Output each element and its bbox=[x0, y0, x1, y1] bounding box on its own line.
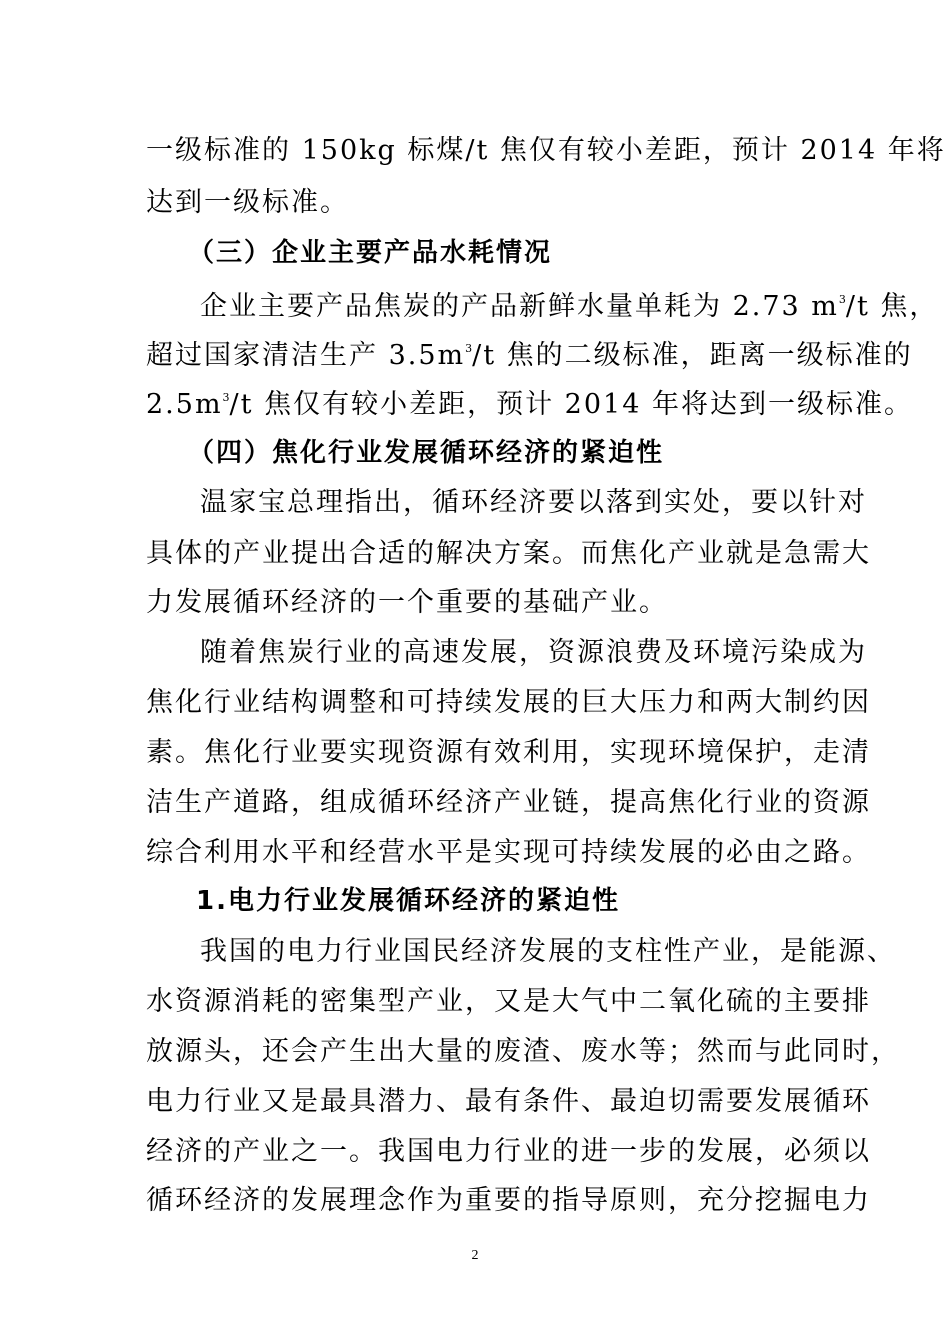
body-line: 我国的电力行业国民经济发展的支柱性产业，是能源、 bbox=[200, 936, 896, 967]
body-line: 超过国家清洁生产 $3.5m^3/t$ 焦的二级标准，距离一级标准的 bbox=[146, 340, 913, 371]
body-line: 经济的产业之一。我国电力行业的进一步的发展，必须以 bbox=[146, 1136, 871, 1167]
body-line: 随着焦炭行业的高速发展，资源浪费及环境污染成为 bbox=[200, 637, 867, 668]
body-line: 力发展循环经济的一个重要的基础产业。 bbox=[146, 587, 668, 618]
body-line: 电力行业又是最具潜力、最有条件、最迫切需要发展循环 bbox=[146, 1086, 871, 1117]
body-line: 企业主要产品焦炭的产品新鲜水量单耗为 2.73 $m^3/t$ 焦， bbox=[200, 291, 939, 322]
section-heading: （三）企业主要产品水耗情况 bbox=[188, 238, 553, 268]
body-line: 洁生产道路，组成循环经济产业链，提高焦化行业的资源 bbox=[146, 787, 871, 818]
body-line: 焦化行业结构调整和可持续发展的巨大压力和两大制约因 bbox=[146, 687, 871, 718]
body-line: 放源头，还会产生出大量的废渣、废水等；然而与此同时， bbox=[146, 1036, 900, 1067]
subsection-heading: 1.电力行业发展循环经济的紧迫性 bbox=[196, 886, 620, 916]
body-line: 温家宝总理指出，循环经济要以落到实处，要以针对 bbox=[200, 487, 867, 518]
body-line: 一级标准的 150kg 标煤/t 焦仅有较小差距，预计 2014 年将 bbox=[146, 135, 946, 166]
body-line: 具体的产业提出合适的解决方案。而焦化产业就是急需大 bbox=[146, 538, 871, 569]
body-line: 水资源消耗的密集型产业，又是大气中二氧化硫的主要排 bbox=[146, 986, 871, 1017]
body-line: 综合利用水平和经营水平是实现可持续发展的必由之路。 bbox=[146, 837, 871, 868]
body-line: 循环经济的发展理念作为重要的指导原则，充分挖掘电力 bbox=[146, 1185, 871, 1216]
section-heading: （四）焦化行业发展循环经济的紧迫性 bbox=[188, 438, 665, 468]
body-line: 达到一级标准。 bbox=[146, 187, 349, 218]
body-line: 素。焦化行业要实现资源有效利用，实现环境保护，走清 bbox=[146, 737, 871, 768]
page-number: 2 bbox=[471, 1248, 479, 1263]
body-line: $2.5m^3/t$ 焦仅有较小差距，预计 2014 年将达到一级标准。 bbox=[146, 389, 913, 420]
